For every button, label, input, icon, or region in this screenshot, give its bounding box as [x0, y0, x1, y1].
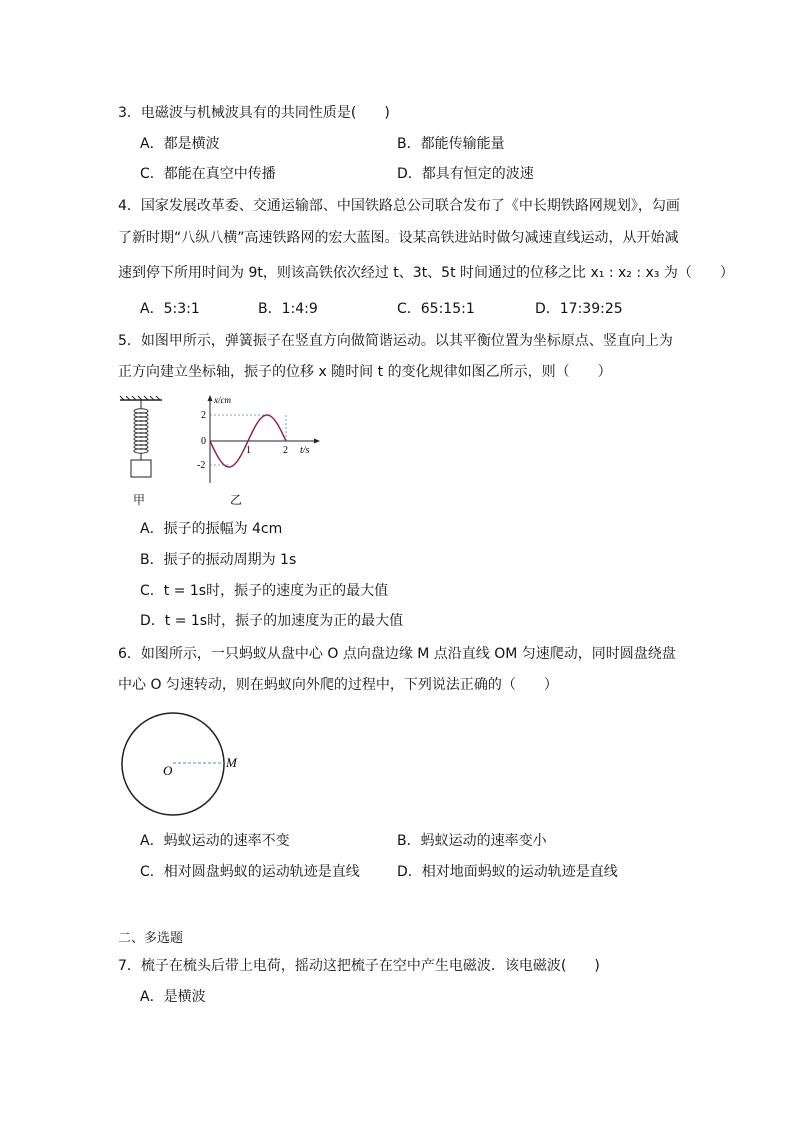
q5-option-b: B．振子的振动周期为 1s: [140, 552, 297, 568]
spring-oscillator-figure: [118, 395, 168, 505]
q3-option-b: B．都能传输能量: [397, 136, 505, 152]
q5-option-a: A．振子的振幅为 4cm: [140, 521, 283, 537]
q3-option-c: C．都能在真空中传播: [140, 166, 276, 182]
q6-line-2: 中心 O 匀速转动，则在蚂蚁向外爬的过程中，下列说法正确的（ ）: [118, 677, 558, 693]
q5-option-c: C．t = 1s时，振子的速度为正的最大值: [140, 583, 389, 599]
y-tick-neg2: -2: [197, 460, 206, 471]
q5-option-d: D．t = 1s时，振子的加速度为正的最大值: [140, 613, 404, 629]
q4-line-1: 4．国家发展改革委、交通运输部、中国铁路总公司联合发布了《中长期铁路网规划》，勾画: [118, 198, 680, 214]
q4-option-b: B．1:4:9: [258, 301, 318, 317]
figure-jia-caption: 甲: [133, 493, 146, 507]
q4-option-a: A．5:3:1: [140, 301, 200, 317]
center-label-o: O: [163, 763, 173, 778]
figure-yi-caption: 乙: [230, 493, 243, 507]
q7-option-a: A．是横波: [140, 989, 206, 1005]
q6-option-c: C．相对圆盘蚂蚁的运动轨迹是直线: [140, 864, 360, 880]
q7-stem: 7．梳子在梳头后带上电荷，摇动这把梳子在空中产生电磁波．该电磁波( ): [118, 958, 600, 974]
q6-line-1: 6．如图所示，一只蚂蚁从盘中心 O 点向盘边缘 M 点沿直线 OM 匀速爬动，同时圆盘绕盘: [118, 646, 676, 662]
disk-circle: [122, 713, 224, 815]
y-tick-2: 2: [201, 410, 206, 421]
y-tick-0: 0: [201, 436, 206, 447]
q3-option-a: A．都是横波: [140, 136, 220, 152]
q4-option-d: D．17:39:25: [535, 301, 623, 317]
q3-option-d: D．都具有恒定的波速: [397, 166, 534, 182]
edge-label-m: M: [226, 755, 237, 770]
rotating-disk-figure: [115, 710, 250, 820]
y-axis-label: x/cm: [214, 395, 231, 405]
section-title-multiple-choice: 二、多选题: [118, 931, 184, 946]
q6-option-b: B．蚂蚁运动的速率变小: [397, 833, 547, 849]
x-tick-2: 2: [283, 445, 288, 456]
x-axis-label: t/s: [300, 445, 310, 456]
q4-line-3: 速到停下所用时间为 9t，则该高铁依次经过 t、3t、5t 时间通过的位移之比 x₁ : x₂ : x₃ 为（ ）: [118, 265, 734, 281]
q6-option-a: A．蚂蚁运动的速率不变: [140, 833, 290, 849]
q4-line-2: 了新时期“八纵八横”高速铁路网的宏大蓝图。设某高铁进站时做匀减速直线运动，从开始减: [118, 230, 679, 246]
q4-option-c: C．65:15:1: [397, 301, 475, 317]
q3-stem: 3．电磁波与机械波具有的共同性质是( ): [118, 105, 390, 121]
q6-option-d: D．相对地面蚂蚁的运动轨迹是直线: [397, 864, 618, 880]
q5-line-1: 5．如图甲所示，弹簧振子在竖直方向做简谐运动。以其平衡位置为坐标原点、竖直向上为: [118, 333, 673, 349]
displacement-time-graph: [190, 393, 325, 488]
q5-line-2: 正方向建立坐标轴，振子的位移 x 随时间 t 的变化规律如图乙所示，则（ ）: [118, 364, 612, 380]
x-tick-1: 1: [246, 445, 251, 456]
